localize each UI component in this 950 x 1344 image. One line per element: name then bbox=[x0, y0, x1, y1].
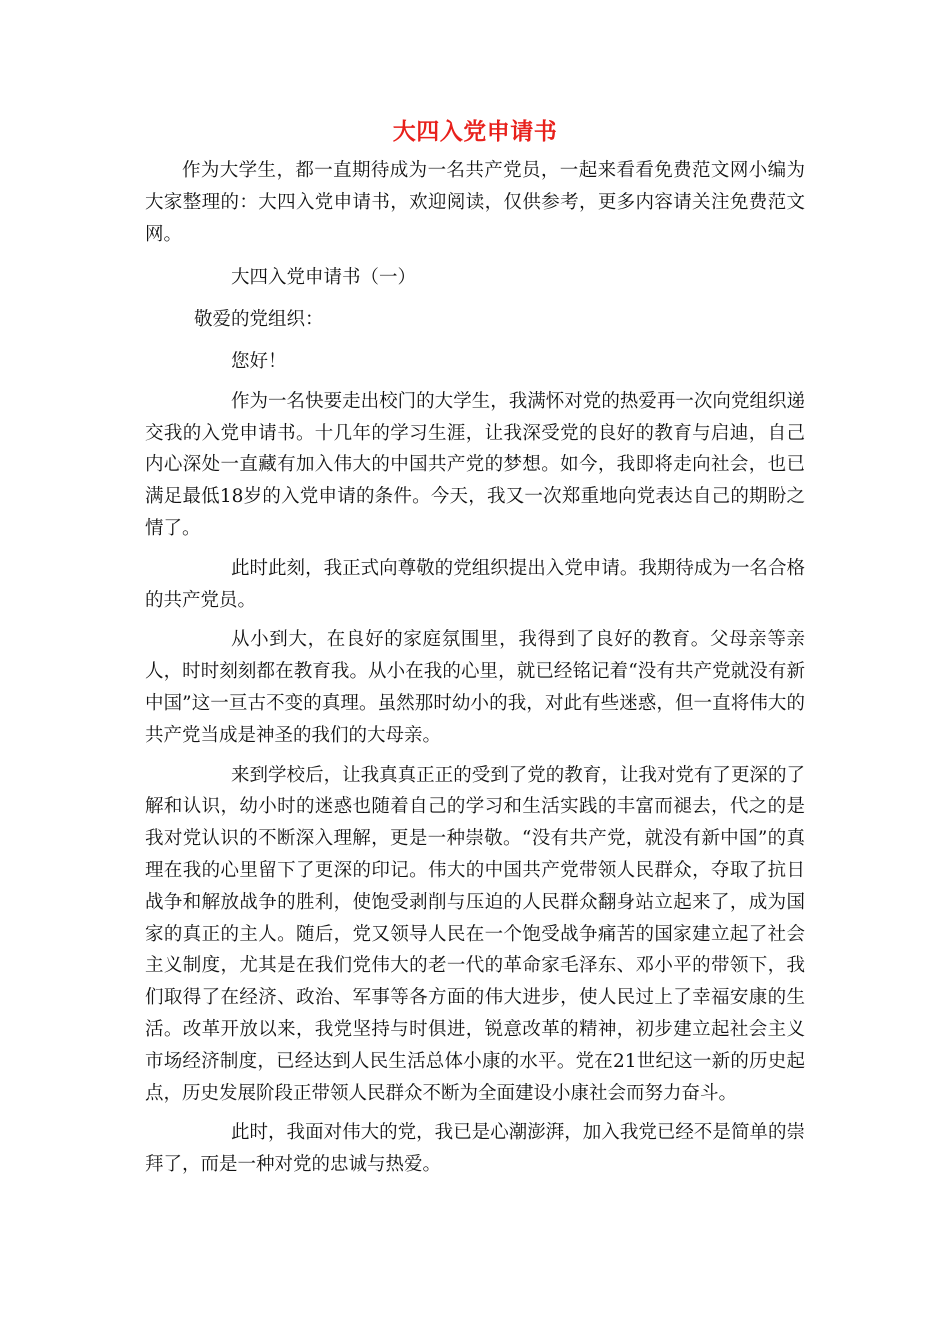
document-title: 大四入党申请书 bbox=[392, 119, 558, 145]
letter-salutation: 敬爱的党组织： bbox=[194, 309, 324, 331]
body-paragraph-5: 此时，我面对伟大的党，我已是心潮澎湃，加入我党已经不是简单的崇拜了，而是一种对党的忠诚与热爱。 bbox=[145, 1122, 805, 1176]
letter-greeting: 您好！ bbox=[231, 350, 287, 372]
body-paragraph-1: 作为一名快要走出校门的大学生，我满怀对党的热爱再一次向党组织递交我的入党申请书。十几年的学习生涯，让我深受党的良好的教育与启迪，自己内心深处一直藏有加入伟大的中国共产党的梦想。如今，我即将走向社会，也已满足最低18岁的入党申请的条件。今天，我又一次郑重地向党表达自己的期盼之情了。 bbox=[145, 390, 805, 539]
body-paragraph-3: 从小到大，在良好的家庭氛围里，我得到了良好的教育。父母亲等亲人，时时刻刻都在教育我。从小在我的心里，就已经铭记着“没有共产党就没有新中国”这一亘古不变的真理。虽然那时幼小的我，对此有些迷惑，但一直将伟大的共产党当成是神圣的我们的大母亲。 bbox=[145, 629, 805, 746]
body-paragraph-2: 此时此刻，我正式向尊敬的党组织提出入党申请。我期待成为一名合格的共产党员。 bbox=[145, 557, 805, 611]
section-subheading: 大四入党申请书（一） bbox=[231, 267, 417, 289]
document-body bbox=[145, 155, 805, 1189]
intro-paragraph: 作为大学生，都一直期待成为一名共产党员，一起来看看免费范文网小编为大家整理的：大四入党申请书，欢迎阅读，仅供参考，更多内容请关注免费范文网。 bbox=[145, 160, 805, 245]
body-paragraph-4: 来到学校后，让我真真正正的受到了党的教育，让我对党有了更深的了解和认识，幼小时的迷惑也随着自己的学习和生活实践的丰富而褪去，代之的是我对党认识的不断深入理解，更是一种崇敬。“没有共产党，就没有新中国”的真理在我的心里留下了更深的印记。伟大的中国共产党带领人民群众，夺取了抗日战争和解放战争的胜利，使饱受剥削与压迫的人民群众翻身站立起来了，成为国家的真正的主人。随后，党又领导人民在一个饱受战争痛苦的国家建立起了社会主义制度，尤其是在我们党伟大的老一代的革命家毛泽东、邓小平的带领下，我们取得了在经济、政治、军事等各方面的伟大进步，使人民过上了幸福安康的生活。改革开放以来，我党坚持与时俱进，锐意改革的精神，初步建立起社会主义市场经济制度，已经达到人民生活总体小康的水平。党在21世纪这一新的历史起点，历史发展阶段正带领人民群众不断为全面建设小康社会而努力奋斗。 bbox=[145, 764, 805, 1104]
